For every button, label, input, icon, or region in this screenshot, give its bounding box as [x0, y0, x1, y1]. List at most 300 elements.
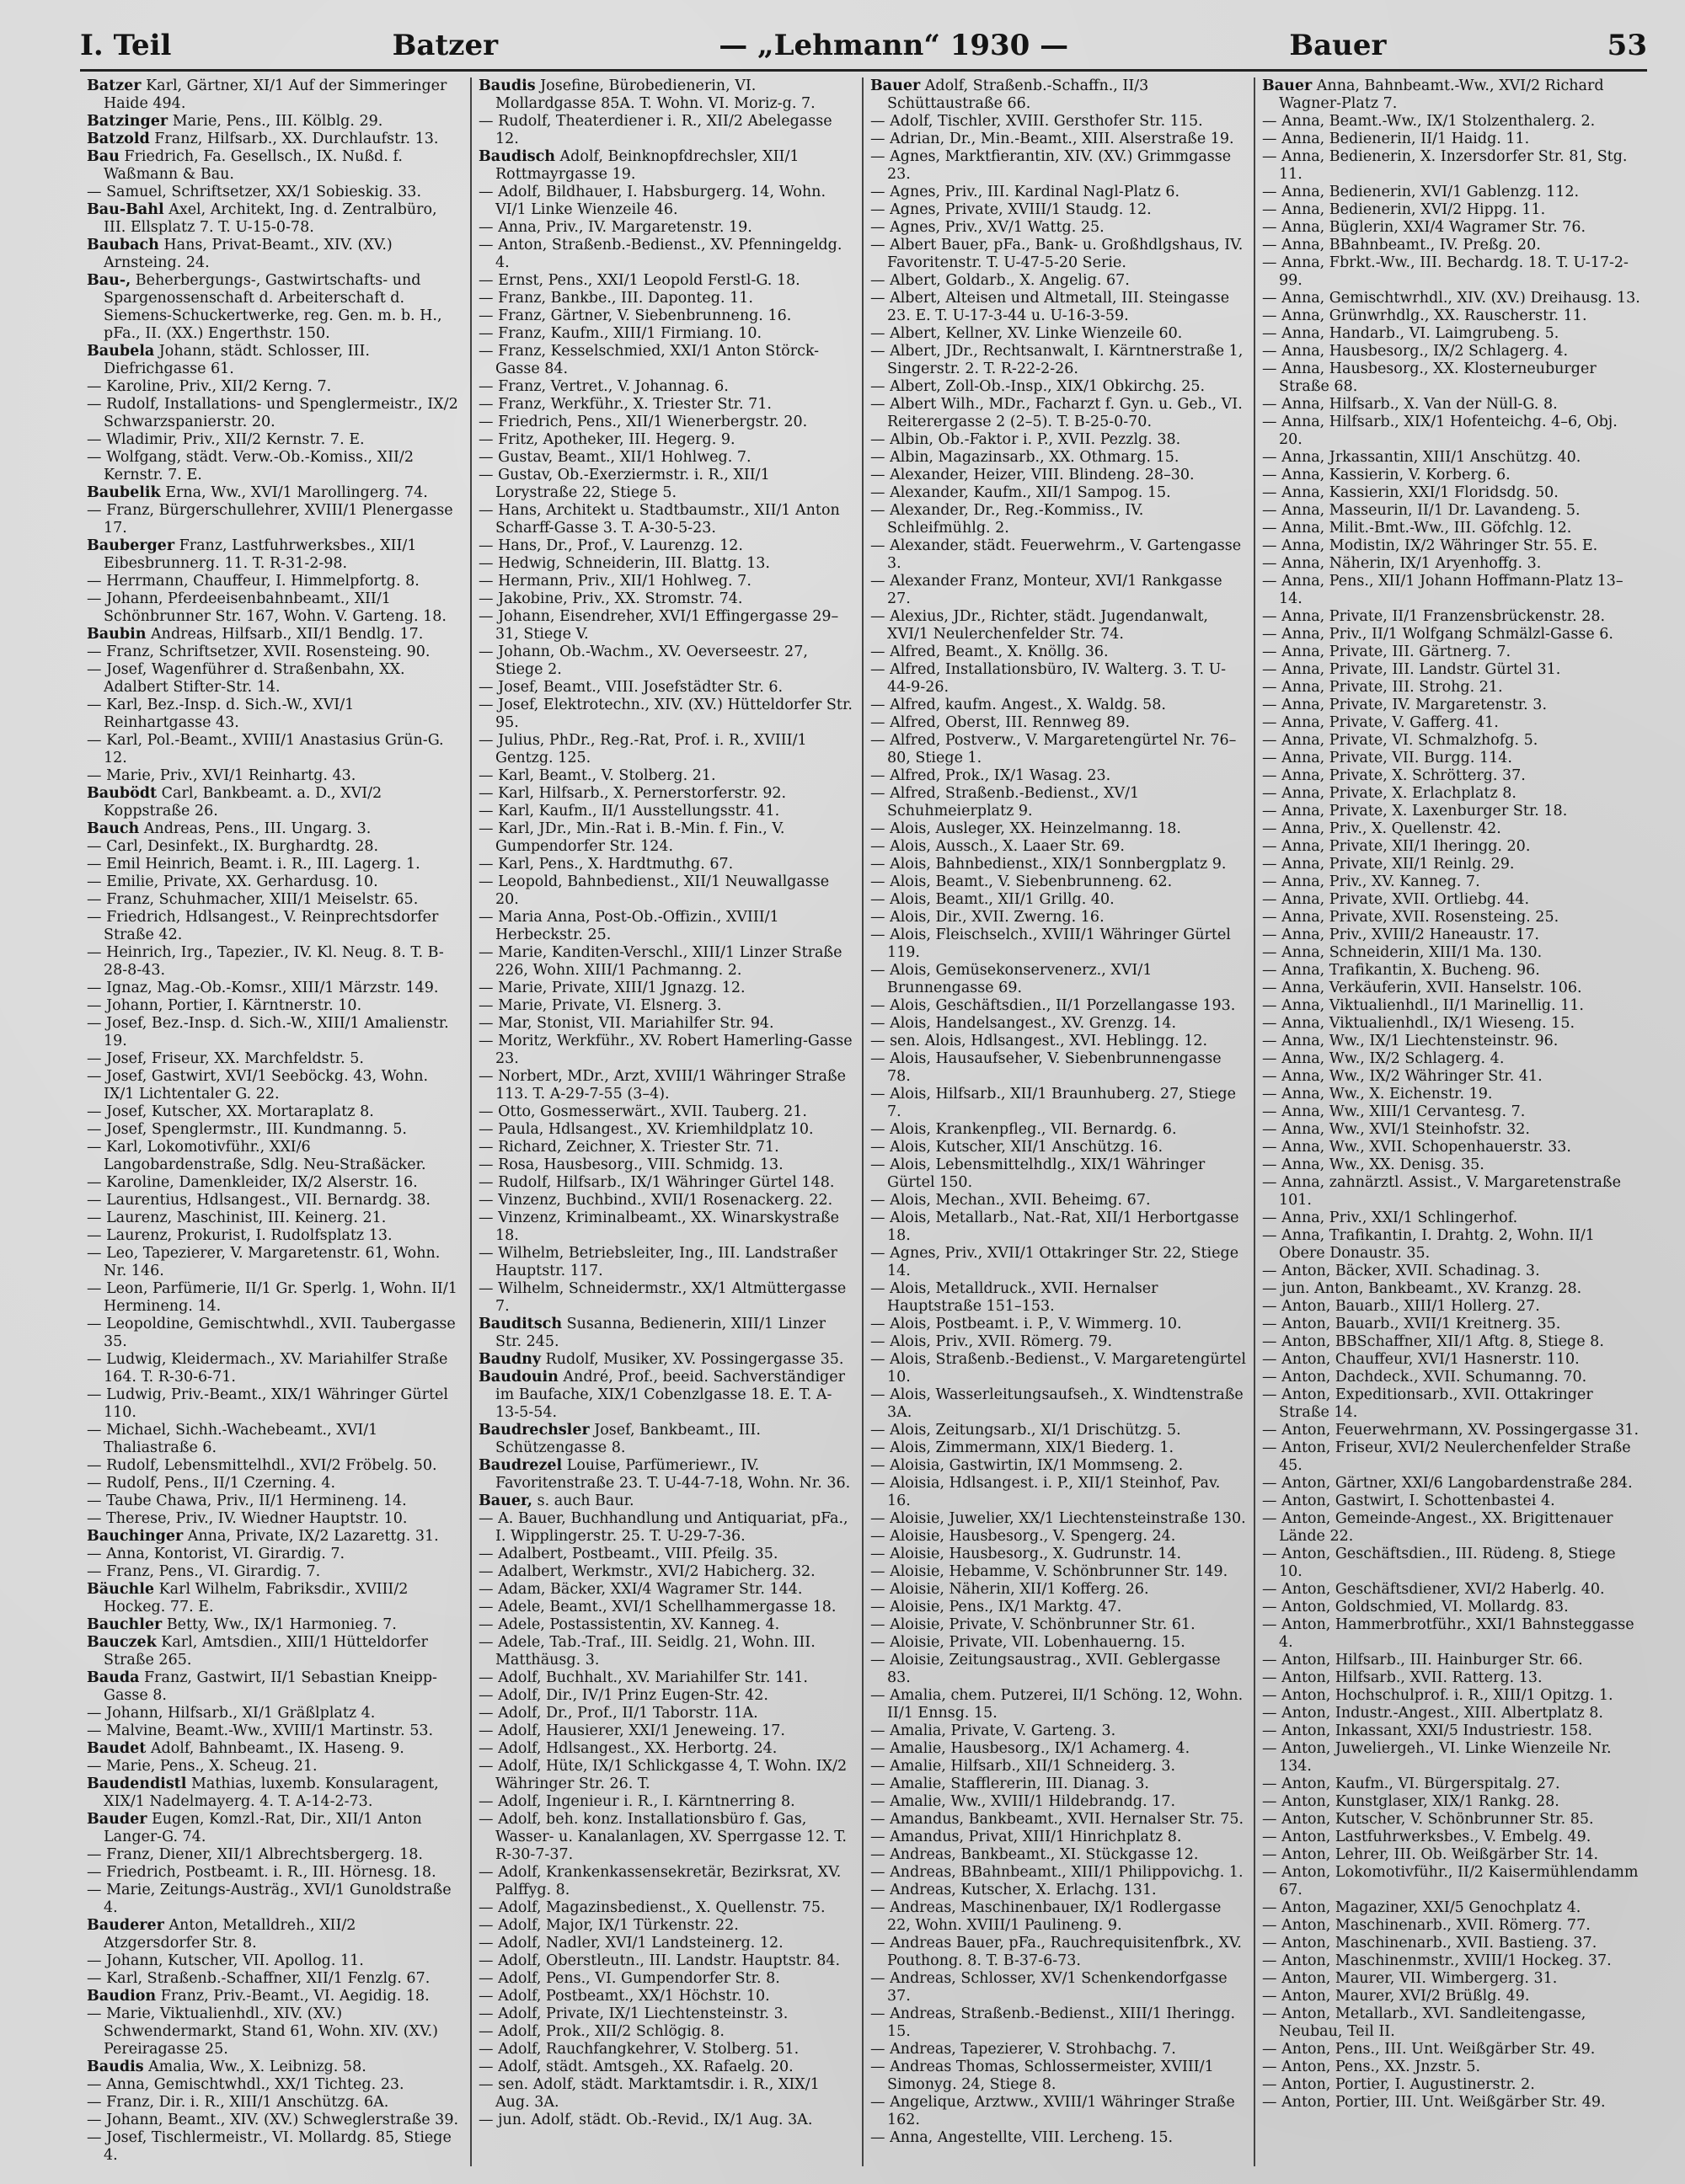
directory-entry: — Alfred, Oberst, III. Rennweg 89. — [870, 714, 1131, 731]
directory-entry: Bauchler Betty, Ww., IX/1 Harmonieg. 7. — [87, 1616, 397, 1633]
directory-entry: — Adolf, Private, IX/1 Liechtensteinstr. 3. — [479, 2005, 789, 2022]
directory-entry: — Anton, Kaufm., VI. Bürgerspitalg. 27. — [1262, 1776, 1560, 1792]
directory-entry: — Anna, Milit.-Bmt.-Ww., III. Göfchlg. 12. — [1262, 520, 1572, 537]
directory-entry: — Alois, Metalldruck., XVII. Hernalser Hauptstraße 151–153. — [870, 1280, 1158, 1315]
directory-entry: — Otto, Gosmesserwärt., XVII. Tauberg. 21. — [479, 1103, 807, 1120]
directory-entry: — Anna, Priv., II/1 Wolfgang Schmälzl-Gasse 6. — [1262, 626, 1613, 643]
directory-entry: — Rudolf, Installations- und Spenglermeistr., IX/2 Schwarzspanierstr. 20. — [87, 396, 458, 430]
directory-entry: — Albert, Zoll-Ob.-Insp., XIX/1 Obkirchg. 25. — [870, 378, 1206, 395]
entry-surname: Bauda — [87, 1669, 140, 1686]
directory-entry: — Ignaz, Mag.-Ob.-Komsr., XIII/1 Märzstr. 149. — [87, 980, 439, 996]
directory-entry: — Alois, Kutscher, XII/1 Anschützg. 16. — [870, 1139, 1163, 1156]
directory-entry: — Anton, Feuerwehrmann, XV. Possingergasse 31. — [1262, 1422, 1640, 1439]
entry-surname: Batzer — [87, 77, 142, 94]
directory-entry: — Franz, Dir. i. R., XIII/1 Anschützg. 6A. — [87, 2094, 389, 2111]
directory-entry: — Adolf, Hdlsangest., XX. Herbortg. 24. — [479, 1740, 778, 1757]
header-part: I. Teil — [80, 29, 172, 62]
directory-entry: — Adolf, Pens., VI. Gumpendorfer Str. 8. — [479, 1970, 780, 1987]
directory-entry: — Anton, Straßenb.-Bedienst., XV. Pfenningeldg. 4. — [479, 237, 842, 271]
entry-surname: Baudis — [87, 2059, 144, 2075]
entry-surname: Bau — [87, 148, 120, 165]
directory-entry: — Anna, Grünwrhdlg., XX. Rauscherstr. 11. — [1262, 307, 1587, 324]
header-right-word: Bauer — [1289, 29, 1387, 62]
directory-entry: — Wilhelm, Betriebsleiter, Ing., III. Landstraßer Hauptstr. 117. — [479, 1245, 837, 1279]
directory-entry: — Anna, Private, X. Erlachplatz 8. — [1262, 785, 1516, 802]
directory-entry: — Anna, Hausbesorg., XX. Klosterneuburger Straße 68. — [1262, 360, 1597, 395]
directory-entry: — Albert Bauer, pFa., Bank- u. Großhdlgshaus, IV. Favoritenstr. T. U-47-5-20 Serie. — [870, 237, 1244, 271]
directory-entry: — Anna, Bedienerin, X. Inzersdorfer Str. 81, Stg. 11. — [1262, 148, 1628, 183]
directory-entry: — Anton, Metallarb., XVI. Sandleitengasse, Neubau, Teil II. — [1262, 2005, 1586, 2040]
directory-entry: — Anna, Kontorist, VI. Girardig. 7. — [87, 1546, 345, 1562]
directory-entry: — Carl, Desinfekt., IX. Burghardtg. 28. — [87, 838, 379, 855]
directory-entry: — Alois, Lebensmittelhdlg., XIX/1 Währinger Gürtel 150. — [870, 1156, 1206, 1191]
directory-entry: — Alois, Postbeamt. i. P., V. Wimmerg. 10. — [870, 1316, 1182, 1332]
directory-entry: — Adolf, Hausierer, XXI/1 Jeneweing. 17. — [479, 1722, 785, 1739]
directory-entry: — Anna, Ww., XVII. Schopenhauerstr. 33. — [1262, 1139, 1571, 1156]
directory-entry: — jun. Anton, Bankbeamt., XV. Kranzg. 28. — [1262, 1280, 1582, 1297]
directory-entry: — Andreas Bauer, pFa., Rauchrequisitenfbrk., XV. Pouthong. 8. T. B-37-6-73. — [870, 1935, 1242, 1969]
directory-entry: — Friedrich, Pens., XII/1 Wienerbergstr. 20. — [479, 414, 808, 430]
directory-entry: — Adele, Postassistentin, XV. Kanneg. 4. — [479, 1616, 780, 1633]
directory-entry: — Adalbert, Werkmstr., XVI/2 Habicherg. 32. — [479, 1563, 816, 1580]
directory-entry: — Amalie, Ww., XVIII/1 Hildebrandg. 17. — [870, 1793, 1176, 1810]
directory-entry: — Maria Anna, Post-Ob.-Offizin., XVIII/1 Herbeckstr. 25. — [479, 909, 779, 943]
directory-entry: Baudet Adolf, Bahnbeamt., IX. Haseng. 9. — [87, 1740, 404, 1757]
directory-entry: — Anton, Lehrer, III. Ob. Weißgärber Str. 14. — [1262, 1846, 1599, 1863]
directory-entry: — Alfred, Prok., IX/1 Wasag. 23. — [870, 767, 1111, 784]
entry-surname: Bauder — [87, 1811, 147, 1828]
directory-entry: — Johann, Hilfsarb., XI/1 Gräßlplatz 4. — [87, 1705, 376, 1722]
directory-entry: — Wilhelm, Schneidermstr., XX/1 Altmüttergasse 7. — [479, 1280, 847, 1315]
directory-entry: Bäuchle Karl Wilhelm, Fabriksdir., XVIII/2 Hockeg. 77. E. — [87, 1581, 409, 1615]
directory-entry: Baudny Rudolf, Musiker, XV. Possingergasse 35. — [479, 1351, 844, 1368]
directory-entry: — Hedwig, Schneiderin, III. Blattg. 13. — [479, 555, 770, 572]
directory-entry: — jun. Adolf, städt. Ob.-Revid., IX/1 Aug. 3A. — [479, 2112, 813, 2128]
directory-entry: — Rudolf, Hilfsarb., IX/1 Währinger Gürtel 148. — [479, 1174, 835, 1191]
directory-entry: — Anna, Ww., IX/2 Währinger Str. 41. — [1262, 1068, 1543, 1085]
directory-entry: — Karoline, Priv., XII/2 Kerng. 7. — [87, 378, 332, 395]
directory-entry: — Hans, Architekt u. Stadtbaumstr., XII/1 Anton Scharff-Gasse 3. T. A-30-5-23. — [479, 502, 840, 537]
directory-entry: — Adolf, Oberstleutn., III. Landstr. Hauptstr. 84. — [479, 1952, 841, 1969]
directory-entry: Bauczek Karl, Amtsdien., XIII/1 Hütteldorfer Straße 265. — [87, 1634, 428, 1669]
directory-entry: — Alexander, städt. Feuerwehrm., V. Gartengasse 3. — [870, 537, 1242, 572]
directory-entry: — Josef, Wagenführer d. Straßenbahn, XX. Adalbert Stifter-Str. 14. — [87, 661, 405, 696]
directory-entry: — Andreas, BBahnbeamt., XIII/1 Philippovichg. 1. — [870, 1864, 1244, 1881]
directory-entry: — Anton, Lokomotivführ., II/2 Kaisermühlendamm 67. — [1262, 1864, 1639, 1898]
directory-entry: — Adolf, Krankenkassensekretär, Bezirksrat, XV. Palffyg. 8. — [479, 1864, 842, 1898]
directory-entry: — Alexander, Dr., Reg.-Kommiss., IV. Schleifmühlg. 2. — [870, 502, 1144, 537]
directory-entry: — Anna, Handarb., VI. Laimgrubeng. 5. — [1262, 325, 1559, 342]
directory-entry: — Leopoldine, Gemischtwhdl., XVII. Taubergasse 35. — [87, 1316, 456, 1350]
directory-entry: — Agnes, Private, XVIII/1 Staudg. 12. — [870, 201, 1152, 218]
directory-entry: — Anna, Bedienerin, II/1 Haidg. 11. — [1262, 131, 1530, 147]
entry-surname: Baudrechsler — [479, 1422, 590, 1439]
directory-entry: Bauder Eugen, Komzl.-Rat, Dir., XII/1 Anton Langer-G. 74. — [87, 1811, 422, 1845]
directory-entry: — Anton, Hilfsarb., III. Hainburger Str. 66. — [1262, 1652, 1583, 1669]
entry-surname: Bauer, — [479, 1492, 533, 1509]
directory-entry: — Andreas, Bankbeamt., XI. Stückgasse 12. — [870, 1846, 1199, 1863]
entry-surname: Baudouin — [479, 1369, 559, 1386]
directory-entry: — Anton, Maurer, VII. Wimbergerg. 31. — [1262, 1970, 1558, 1987]
directory-entry: — Anton, Geschäftsdiener, XVI/2 Haberlg. 40. — [1262, 1581, 1605, 1598]
directory-entry: — Adele, Tab.-Traf., III. Seidlg. 21, Wohn. III. Matthäusg. 3. — [479, 1634, 816, 1669]
directory-entry: — Anton, Gemeinde-Angest., XX. Brigittenauer Lände 22. — [1262, 1510, 1613, 1545]
directory-entry: — Aloisie, Pens., IX/1 Marktg. 47. — [870, 1599, 1122, 1615]
directory-entry: Bauda Franz, Gastwirt, II/1 Sebastian Kneipp-Gasse 8. — [87, 1669, 437, 1704]
directory-entry: — Alois, Beamt., XII/1 Grillg. 40. — [870, 891, 1115, 908]
directory-entry: — Alfred, kaufm. Angest., X. Waldg. 58. — [870, 697, 1166, 713]
directory-entry: — Johann, Beamt., XIV. (XV.) Schweglerstraße 39. — [87, 2112, 459, 2128]
directory-entry: — Alois, Wasserleitungsaufseh., X. Windtenstraße 3A. — [870, 1386, 1244, 1421]
directory-entry: — Franz, Vertret., V. Johannag. 6. — [479, 378, 729, 395]
directory-entry: Baubödt Carl, Bankbeamt. a. D., XVI/2 Koppstraße 26. — [87, 785, 382, 820]
directory-entry: — Karl, Pens., X. Hardtmuthg. 67. — [479, 856, 734, 873]
directory-entry: — Anna, Trafikantin, X. Bucheng. 96. — [1262, 962, 1540, 979]
directory-entry: — Anna, Private, IV. Margaretenstr. 3. — [1262, 697, 1548, 713]
entry-surname: Bauchler — [87, 1616, 163, 1633]
directory-entry: — Anton, Pens., XX. Jnzstr. 5. — [1262, 2059, 1481, 2075]
entry-surname: Bauer — [870, 77, 921, 94]
directory-entry: — Anton, Hammerbrotführ., XXI/1 Bahnsteggasse 4. — [1262, 1616, 1634, 1651]
directory-entry: — Alois, Bahnbedienst., XIX/1 Sonnbergplatz 9. — [870, 856, 1227, 873]
directory-entry: — Heinrich, Irg., Tapezier., IV. Kl. Neug. 8. T. B-28-8-43. — [87, 944, 444, 979]
directory-entry: — Franz, Kaufm., XIII/1 Firmiang. 10. — [479, 325, 762, 342]
directory-entry: — Marie, Private, VI. Elsnerg. 3. — [479, 997, 722, 1014]
directory-entry: — Josef, Kutscher, XX. Mortaraplatz 8. — [87, 1103, 374, 1120]
directory-entry: — Anna, Priv., IV. Margaretenstr. 19. — [479, 219, 752, 236]
directory-entry: — Agnes, Marktfierantin, XIV. (XV.) Grimmgasse 23. — [870, 148, 1232, 183]
directory-entry: — Anton, Goldschmied, VI. Mollardg. 83. — [1262, 1599, 1569, 1615]
directory-entry: — Anna, Hausbesorg., IX/2 Schlagerg. 4. — [1262, 343, 1569, 360]
directory-entry: — Anna, Private, III. Landstr. Gürtel 31. — [1262, 661, 1561, 678]
directory-entry: — Johann, Portier, I. Kärntnerstr. 10. — [87, 997, 362, 1014]
directory-entry: — Anna, Private, II/1 Franzensbrückenstr. 28. — [1262, 608, 1606, 625]
directory-entry: — Adolf, Bildhauer, I. Habsburgerg. 14, Wohn. VI/1 Linke Wienzeile 46. — [479, 184, 826, 218]
directory-entry: — Ludwig, Priv.-Beamt., XIX/1 Währinger Gürtel 110. — [87, 1386, 448, 1421]
directory-entry: — Wolfgang, städt. Verw.-Ob.-Komiss., XII/2 Kernstr. 7. E. — [87, 449, 414, 483]
directory-entry: — Anna, Ww., IX/1 Liechtensteinstr. 96. — [1262, 1033, 1559, 1049]
directory-entry: Baudis Josefine, Bürobedienerin, VI. Mollardgasse 85A. T. Wohn. VI. Moriz-g. 7. — [479, 77, 816, 112]
directory-entry: — Ludwig, Kleidermach., XV. Mariahilfer Straße 164. T. R-30-6-71. — [87, 1351, 448, 1386]
directory-entry: — Alfred, Straßenb.-Bedienst., XV/1 Schuhmeierplatz 9. — [870, 785, 1140, 820]
directory-entry: — Anna, Priv., XV. Kanneg. 7. — [1262, 873, 1480, 890]
directory-entry: Baudion Franz, Priv.-Beamt., VI. Aegidig. 18. — [87, 1988, 430, 2005]
directory-entry: — Anna, Masseurin, II/1 Dr. Lavandeng. 5. — [1262, 502, 1581, 519]
directory-entry: — Amalie, Stafflererin, III. Dianag. 3. — [870, 1776, 1149, 1792]
directory-entry: — Adolf, Prok., XII/2 Schlögig. 8. — [479, 2023, 725, 2040]
directory-entry: — Albert, Kellner, XV. Linke Wienzeile 60. — [870, 325, 1183, 342]
directory-entry: — Anna, Priv., X. Quellenstr. 42. — [1262, 820, 1501, 837]
directory-entry: — Andreas, Tapezierer, V. Strohbachg. 7. — [870, 2041, 1176, 2058]
directory-entry: — Adolf, Postbeamt., XX/1 Höchstr. 10. — [479, 1988, 770, 2005]
directory-entry: — Amalia, chem. Putzerei, II/1 Schöng. 12, Wohn. II/1 Ennsg. 15. — [870, 1687, 1244, 1722]
directory-entry: — Anton, Maschinenmstr., XVIII/1 Hockeg. 37. — [1262, 1952, 1612, 1969]
directory-entry: — Laurenz, Maschinist, III. Keinerg. 21. — [87, 1209, 387, 1226]
directory-entry: — Anton, Maschinenarb., XVII. Bastieng. 37. — [1262, 1935, 1597, 1952]
directory-entry: — Franz, Pens., VI. Girardig. 7. — [87, 1563, 321, 1580]
directory-entry: — Karl, Lokomotivführ., XXI/6 Langobardenstraße, Sdlg. Neu-Straßäcker. — [87, 1139, 426, 1173]
directory-entry: — Anna, Gemischtwhdl., XX/1 Tichteg. 23. — [87, 2076, 404, 2093]
entry-surname: Baudet — [87, 1740, 147, 1757]
directory-entry: — sen. Alois, Hdlsangest., XVI. Heblingg. 12. — [870, 1033, 1208, 1049]
directory-entry: — Adolf, Hüte, IX/1 Schlickgasse 4, T. Wohn. IX/2 Währinger Str. 26. T. — [479, 1758, 848, 1792]
directory-entry: Batzinger Marie, Pens., III. Kölblg. 29. — [87, 113, 383, 130]
directory-entry: — Johann, Ob.-Wachm., XV. Oeverseestr. 27, Stiege 2. — [479, 643, 808, 678]
entry-surname: Baudion — [87, 1988, 157, 2005]
directory-entry: — Josef, Tischlermeistr., VI. Mollardg. 85, Stiege 4. — [87, 2129, 452, 2164]
entry-surname: Baubela — [87, 343, 155, 360]
directory-entry: — Friedrich, Hdlsangest., V. Reinprechtsdorfer Straße 42. — [87, 909, 439, 943]
directory-entry: — Anna, Modistin, IX/2 Währinger Str. 55. E. — [1262, 537, 1598, 554]
directory-entry: — Laurenz, Prokurist, I. Rudolfsplatz 13. — [87, 1227, 393, 1244]
directory-entry: — Adele, Beamt., XVI/1 Schellhammergasse 18. — [479, 1599, 837, 1615]
directory-entry: Bauderer Anton, Metalldreh., XII/2 Atzgersdorfer Str. 8. — [87, 1917, 356, 1952]
directory-entry: — Alexander, Kaufm., XII/1 Sampog. 15. — [870, 484, 1171, 501]
header-page-number: 53 — [1607, 29, 1647, 62]
directory-entry: — Anton, Kutscher, V. Schönbrunner Str. 85. — [1262, 1811, 1594, 1828]
column-1 — [80, 77, 472, 2166]
directory-entry: — Anton, Pens., III. Unt. Weißgärber Str. 49. — [1262, 2041, 1596, 2058]
directory-entry: — Josef, Elektrotechn., XIV. (XV.) Hütteldorfer Str. 95. — [479, 697, 853, 731]
directory-entry: — Anna, BBahnbeamt., IV. Preßg. 20. — [1262, 237, 1541, 254]
directory-entry: — Alois, Handelsangest., XV. Grenzg. 14. — [870, 1015, 1177, 1032]
directory-entry: Bauditsch Susanna, Bedienerin, XIII/1 Linzer Str. 245. — [479, 1316, 826, 1350]
directory-entry: — Gustav, Beamt., XII/1 Hohlweg. 7. — [479, 449, 752, 466]
directory-entry: — Friedrich, Postbeamt. i. R., III. Hörnesg. 18. — [87, 1864, 436, 1881]
directory-entry: — Rudolf, Lebensmittelhdl., XVI/2 Fröbelg. 50. — [87, 1457, 437, 1474]
directory-entry: — Vinzenz, Kriminalbeamt., XX. Winarskystraße 18. — [479, 1209, 840, 1244]
column-4 — [1255, 77, 1647, 2166]
directory-entry: — Franz, Bankbe., III. Daponteg. 11. — [479, 290, 753, 307]
directory-entry: Baudouin André, Prof., beeid. Sachverständiger im Baufache, XIX/1 Cobenzlgasse 18. E. T. A-13-5-54. — [479, 1369, 845, 1421]
directory-entry: — Alois, Fleischselch., XVIII/1 Währinger Gürtel 119. — [870, 926, 1231, 961]
directory-entry: — Andreas, Kutscher, X. Erlachg. 131. — [870, 1882, 1157, 1898]
directory-entry: — Anton, BBSchaffner, XII/1 Aftg. 8, Stiege 8. — [1262, 1333, 1604, 1350]
directory-entry: — Anton, Chauffeur, XVI/1 Hasnerstr. 110. — [1262, 1351, 1580, 1368]
directory-entry: — Anton, Juweliergeh., VI. Linke Wienzeile Nr. 134. — [1262, 1740, 1612, 1775]
directory-entry: Baudis Amalia, Ww., X. Leibnizg. 58. — [87, 2059, 366, 2075]
directory-entry: — Johann, Eisendreher, XVI/1 Effingergasse 29–31, Stiege V. — [479, 608, 839, 643]
directory-entry: — Marie, Zeitungs-Austräg., XVI/1 Gunoldstraße 4. — [87, 1882, 452, 1916]
directory-entry: — Wladimir, Priv., XII/2 Kernstr. 7. E. — [87, 431, 365, 448]
directory-entry: — Adrian, Dr., Min.-Beamt., XIII. Alserstraße 19. — [870, 131, 1234, 147]
directory-entry: — Anna, Private, III. Strohg. 21. — [1262, 679, 1503, 696]
directory-entry: — Adalbert, Postbeamt., VIII. Pfeilg. 35. — [479, 1546, 778, 1562]
directory-entry: — Johann, Pferdeeisenbahnbeamt., XII/1 Schönbrunner Str. 167, Wohn. V. Garteng. 18. — [87, 590, 447, 625]
directory-entry: — Anton, Portier, III. Unt. Weißgärber Str. 49. — [1262, 2094, 1606, 2111]
directory-entry: Bauchinger Anna, Private, IX/2 Lazarettg. 31. — [87, 1528, 439, 1545]
directory-entry: — Alois, Zeitungsarb., XI/1 Drischützg. 5. — [870, 1422, 1181, 1439]
directory-entry: — sen. Adolf, städt. Marktamtsdir. i. R., XIX/1 Aug. 3A. — [479, 2076, 820, 2111]
directory-entry: — Alois, Zimmermann, XIX/1 Biederg. 1. — [870, 1439, 1174, 1456]
directory-entry: — Albin, Ob.-Faktor i. P., XVII. Pezzlg. 38. — [870, 431, 1181, 448]
directory-entry: — Anton, Dachdeck., XVII. Schumanng. 70. — [1262, 1369, 1587, 1386]
directory-entry: — Josef, Spenglermstr., III. Kundmanng. 5. — [87, 1121, 407, 1138]
directory-entry: — Albin, Magazinsarb., XX. Othmarg. 15. — [870, 449, 1180, 466]
directory-entry: — Franz, Schriftsetzer, XVII. Rosensteing. 90. — [87, 643, 431, 660]
directory-entry: Baubin Andreas, Hilfsarb., XII/1 Bendlg. 17. — [87, 626, 424, 643]
directory-entry: — Anna, Viktualienhdl., IX/1 Wieseng. 15. — [1262, 1015, 1575, 1032]
directory-entry: — Aloisie, Hebamme, V. Schönbrunner Str. 149. — [870, 1563, 1228, 1580]
directory-entry: Baudisch Adolf, Beinknopfdrechsler, XII/1 Rottmayrgasse 19. — [479, 148, 800, 183]
directory-entry: — Leon, Parfümerie, II/1 Gr. Sperlg. 1, Wohn. II/1 Hermineng. 14. — [87, 1280, 457, 1315]
directory-entry: — Franz, Bürgerschullehrer, XVIII/1 Plenergasse 17. — [87, 502, 453, 537]
directory-entry: — Mar, Stonist, VII. Mariahilfer Str. 94. — [479, 1015, 774, 1032]
directory-entry: — Rudolf, Theaterdiener i. R., XII/2 Abelegasse 12. — [479, 113, 832, 147]
entry-surname: Batzinger — [87, 113, 168, 130]
entry-surname: Bauczek — [87, 1634, 157, 1651]
entry-surname: Bau-, — [87, 272, 131, 289]
directory-entry: — Karl, Kaufm., II/1 Ausstellungsstr. 41. — [479, 803, 780, 820]
directory-entry: — Anna, Priv., XVIII/2 Haneaustr. 17. — [1262, 926, 1539, 943]
column-2 — [472, 77, 864, 2166]
directory-entry: — Adolf, Tischler, XVIII. Gersthofer Str. 115. — [870, 113, 1203, 130]
directory-entry: — Andreas, Schlosser, XV/1 Schenkendorfgasse 37. — [870, 1970, 1228, 2005]
directory-entry: — Adolf, beh. konz. Installationsbüro f. Gas, Wasser- u. Kanalanlagen, XV. Sperrgasse 12. T. R-30-7-37. — [479, 1811, 847, 1863]
directory-entry: — Aloisia, Gastwirtin, IX/1 Mommseng. 2. — [870, 1457, 1184, 1474]
directory-entry: — Samuel, Schriftsetzer, XX/1 Sobieskig. 33. — [87, 184, 422, 200]
directory-entry: — Amalia, Private, V. Garteng. 3. — [870, 1722, 1116, 1739]
directory-entry: — Hans, Dr., Prof., V. Laurenzg. 12. — [479, 537, 743, 554]
directory-entry: — Anna, Viktualienhdl., II/1 Marinellig. 11. — [1262, 997, 1584, 1014]
directory-entry: — Leopold, Bahnbedienst., XII/1 Neuwallgasse 20. — [479, 873, 830, 908]
directory-entry: — Anton, Geschäftsdien., III. Rüdeng. 8, Stiege 10. — [1262, 1546, 1616, 1580]
directory-entry: — Anna, Private, V. Gafferg. 41. — [1262, 714, 1499, 731]
directory-entry: — Alois, Beamt., V. Siebenbrunneng. 62. — [870, 873, 1173, 890]
directory-entry: — Franz, Diener, XII/1 Albrechtsbergerg. 18. — [87, 1846, 423, 1863]
directory-entry: — Aloisie, Juwelier, XX/1 Liechtensteinstraße 130. — [870, 1510, 1246, 1527]
directory-entry: — Anton, Lastfuhrwerksbes., V. Embelg. 49. — [1262, 1829, 1591, 1845]
directory-entry: Baubelik Erna, Ww., XVI/1 Marollingerg. 74. — [87, 484, 428, 501]
directory-entry: — Anna, Private, III. Gärtnerg. 7. — [1262, 643, 1511, 660]
directory-entry: — Anna, Private, XII/1 Reinlg. 29. — [1262, 856, 1515, 873]
directory-entry: — Anna, Fbrkt.-Ww., III. Bechardg. 18. T. U-17-2-99. — [1262, 254, 1629, 289]
directory-entry: — Agnes, Priv., XVII/1 Ottakringer Str. 22, Stiege 14. — [870, 1245, 1239, 1279]
directory-entry: — Anna, Private, VI. Schmalzhofg. 5. — [1262, 732, 1538, 749]
directory-entry: — Rosa, Hausbesorg., VIII. Schmidg. 13. — [479, 1156, 784, 1173]
directory-entry: Batzold Franz, Hilfsarb., XX. Durchlaufstr. 13. — [87, 131, 439, 147]
directory-entry: — Michael, Sichh.-Wachebeamt., XVI/1 Thaliastraße 6. — [87, 1422, 378, 1456]
directory-entry: — Julius, PhDr., Reg.-Rat, Prof. i. R., XVIII/1 Gentzg. 125. — [479, 732, 807, 766]
directory-entry: — Anton, Portier, I. Augustinerstr. 2. — [1262, 2076, 1535, 2093]
directory-entry: — Marie, Viktualienhdl., XIV. (XV.) Schwendermarkt, Stand 61, Wohn. XIV. (XV.) Pereiragasse 25. — [87, 2005, 438, 2058]
directory-entry: — Marie, Private, XIII/1 Jgnazg. 12. — [479, 980, 746, 996]
directory-entry: — Amalie, Hilfsarb., XII/1 Schneiderg. 3. — [870, 1758, 1176, 1775]
directory-entry: — Norbert, MDr., Arzt, XVIII/1 Währinger Straße 113. T. A-29-7-55 (3–4). — [479, 1068, 847, 1103]
directory-entry: Bauberger Franz, Lastfuhrwerksbes., XII/1 Eibesbrunnerg. 11. T. R-31-2-98. — [87, 537, 417, 572]
entry-surname: Baubin — [87, 626, 147, 643]
directory-entry: — Alois, Metallarb., Nat.-Rat, XII/1 Herbortgasse 18. — [870, 1209, 1239, 1244]
entry-surname: Bauditsch — [479, 1316, 563, 1332]
directory-entry: — Franz, Schuhmacher, XIII/1 Meiselstr. 65. — [87, 891, 419, 908]
directory-entry: — Alois, Dir., XVII. Zwerng. 16. — [870, 909, 1105, 926]
directory-entry: — Anton, Kunstglaser, XIX/1 Rankg. 28. — [1262, 1793, 1559, 1810]
directory-entry: — Alois, Geschäftsdien., II/1 Porzellangasse 193. — [870, 997, 1236, 1014]
directory-entry: — Anna, Jrkassantin, XIII/1 Anschützg. 40. — [1262, 449, 1581, 466]
directory-entry: Bauer, s. auch Baur. — [479, 1492, 634, 1509]
entry-surname: Bauberger — [87, 537, 175, 554]
directory-entry: — Anton, Maschinenarb., XVII. Römerg. 77. — [1262, 1917, 1591, 1934]
page-header — [80, 22, 1647, 72]
directory-entry: — Malvine, Beamt.-Ww., XVIII/1 Martinstr. 53. — [87, 1722, 434, 1739]
directory-entry: — Paula, Hdlsangest., XV. Kriemhildplatz 10. — [479, 1121, 814, 1138]
entry-surname: Baudis — [479, 77, 536, 94]
directory-entry: — Vinzenz, Buchbind., XVII/1 Rosenackerg. 22. — [479, 1192, 833, 1209]
directory-entry: — Josef, Beamt., VIII. Josefstädter Str. 6. — [479, 679, 784, 696]
directory-entry: — Leo, Tapezierer, V. Margaretenstr. 61, Wohn. Nr. 146. — [87, 1245, 441, 1279]
entry-surname: Baudny — [479, 1351, 541, 1368]
directory-entry: — Agnes, Priv., III. Kardinal Nagl-Platz 6. — [870, 184, 1180, 200]
entry-surname: Bauderer — [87, 1917, 164, 1934]
directory-entry: — Josef, Friseur, XX. Marchfeldstr. 5. — [87, 1050, 364, 1067]
directory-entry: — Alois, Straßenb.-Bedienst., V. Margaretengürtel 10. — [870, 1351, 1246, 1386]
directory-entry: Bauer Adolf, Straßenb.-Schaffn., II/3 Schüttaustraße 66. — [870, 77, 1149, 112]
directory-entry: — Alexius, JDr., Richter, städt. Jugendanwalt, XVI/1 Neulerchenfelder Str. 74. — [870, 608, 1208, 643]
entry-surname: Bauer — [1262, 77, 1313, 94]
directory-entry: — Anna, Private, X. Laxenburger Str. 18. — [1262, 803, 1568, 820]
directory-entry: — Anna, Ww., XVI/1 Steinhofstr. 32. — [1262, 1121, 1530, 1138]
directory-entry: — Aloisie, Näherin, XII/1 Kofferg. 26. — [870, 1581, 1149, 1598]
directory-entry: — Aloisie, Hausbesorg., X. Gudrunstr. 14. — [870, 1546, 1182, 1562]
directory-entry: — Therese, Priv., IV. Wiedner Hauptstr. 10. — [87, 1510, 408, 1527]
entry-surname: Baudrezel — [479, 1457, 563, 1474]
directory-entry: — Karoline, Damenkleider, IX/2 Alserstr. 16. — [87, 1174, 418, 1191]
directory-entry: — Albert, Alteisen und Altmetall, III. Steingasse 23. E. T. U-17-3-44 u. U-16-3-59. — [870, 290, 1230, 324]
directory-entry: Bau Friedrich, Fa. Gesellsch., IX. Nußd. f. Waßmann & Bau. — [87, 148, 403, 183]
directory-entry: — Agnes, Priv., XV/1 Wattg. 25. — [870, 219, 1105, 236]
directory-entry: — Adolf, Magazinsbedienst., X. Quellenstr. 75. — [479, 1899, 826, 1916]
directory-entry: — Laurentius, Hdlsangest., VII. Bernardg. 38. — [87, 1192, 431, 1209]
directory-entry: — Albert, Goldarb., X. Angelig. 67. — [870, 272, 1130, 289]
directory-entry: — Anna, Angestellte, VIII. Lercheng. 15. — [870, 2129, 1174, 2146]
directory-entry: — Anton, Bauarb., XVII/1 Kreitnerg. 35. — [1262, 1316, 1561, 1332]
directory-entry: — Anna, Private, VII. Burgg. 114. — [1262, 750, 1512, 766]
directory-entry: — Anna, zahnärztl. Assist., V. Margaretenstraße 101. — [1262, 1174, 1621, 1209]
directory-entry: Baubela Johann, städt. Schlosser, III. Diefrichgasse 61. — [87, 343, 370, 377]
directory-entry: — Alexander Franz, Monteur, XVI/1 Rankgasse 27. — [870, 573, 1222, 607]
directory-entry: — Karl, JDr., Min.-Rat i. B.-Min. f. Fin., V. Gumpendorfer Str. 124. — [479, 820, 785, 855]
directory-entry: Baudrezel Louise, Parfümeriewr., IV. Favoritenstraße 23. T. U-44-7-18, Wohn. Nr. 36. — [479, 1457, 851, 1492]
header-left-word: Batzer — [392, 29, 498, 62]
directory-entry: — Gustav, Ob.-Exerziermstr. i. R., XII/1 Lorystraße 22, Stiege 5. — [479, 467, 770, 501]
directory-entry: — Fritz, Apotheker, III. Hegerg. 9. — [479, 431, 736, 448]
directory-entry: — Anton, Industr.-Angest., XIII. Albertplatz 8. — [1262, 1705, 1603, 1722]
directory-entry: — Aloisie, Hausbesorg., V. Spengerg. 24. — [870, 1528, 1176, 1545]
directory-entry: — Anna, Private, XVII. Rosensteing. 25. — [1262, 909, 1559, 926]
directory-entry: — Amandus, Bankbeamt., XVII. Hernalser Str. 75. — [870, 1811, 1244, 1828]
directory-entry: — Ernst, Pens., XXI/1 Leopold Ferstl-G. 18. — [479, 272, 800, 289]
directory-entry: — Alfred, Beamt., X. Knöllg. 36. — [870, 643, 1109, 660]
entry-surname: Bauch — [87, 820, 140, 837]
directory-entry: — Anna, Priv., XXI/1 Schlingerhof. — [1262, 1209, 1518, 1226]
directory-entry: — Alfred, Postverw., V. Margaretengürtel Nr. 76–80, Stiege 1. — [870, 732, 1237, 766]
directory-entry: — Herrmann, Chauffeur, I. Himmelpfortg. 8. — [87, 573, 420, 590]
directory-entry: — Josef, Bez.-Insp. d. Sich.-W., XIII/1 Amalienstr. 19. — [87, 1015, 449, 1049]
directory-entry: — Anna, Näherin, IX/1 Aryenhoffg. 3. — [1262, 555, 1542, 572]
directory-entry: — A. Bauer, Buchhandlung und Antiquariat, pFa., I. Wipplingerstr. 25. T. U-29-7-36. — [479, 1510, 848, 1545]
directory-entry: — Anna, Kassierin, XXI/1 Floridsdg. 50. — [1262, 484, 1559, 501]
directory-entry: — Anna, Private, X. Schrötterg. 37. — [1262, 767, 1526, 784]
directory-entry: — Anna, Ww., XIII/1 Cervantesg. 7. — [1262, 1103, 1526, 1120]
directory-entry: — Richard, Zeichner, X. Triester Str. 71. — [479, 1139, 779, 1156]
directory-entry: — Adolf, Nadler, XVI/1 Landsteinerg. 12. — [479, 1935, 784, 1952]
directory-entry: — Adolf, Rauchfangkehrer, V. Stolberg. 51. — [479, 2041, 800, 2058]
directory-entry: — Anna, Schneiderin, XIII/1 Ma. 130. — [1262, 944, 1543, 961]
directory-entry: — Anton, Hochschulprof. i. R., XIII/1 Opitzg. 1. — [1262, 1687, 1613, 1704]
entry-surname: Baubödt — [87, 785, 158, 802]
directory-entry: — Anna, Kassierin, V. Korberg. 6. — [1262, 467, 1511, 483]
directory-entry: — Alois, Gemüsekonservenerz., XVI/1 Brunnengasse 69. — [870, 962, 1153, 996]
